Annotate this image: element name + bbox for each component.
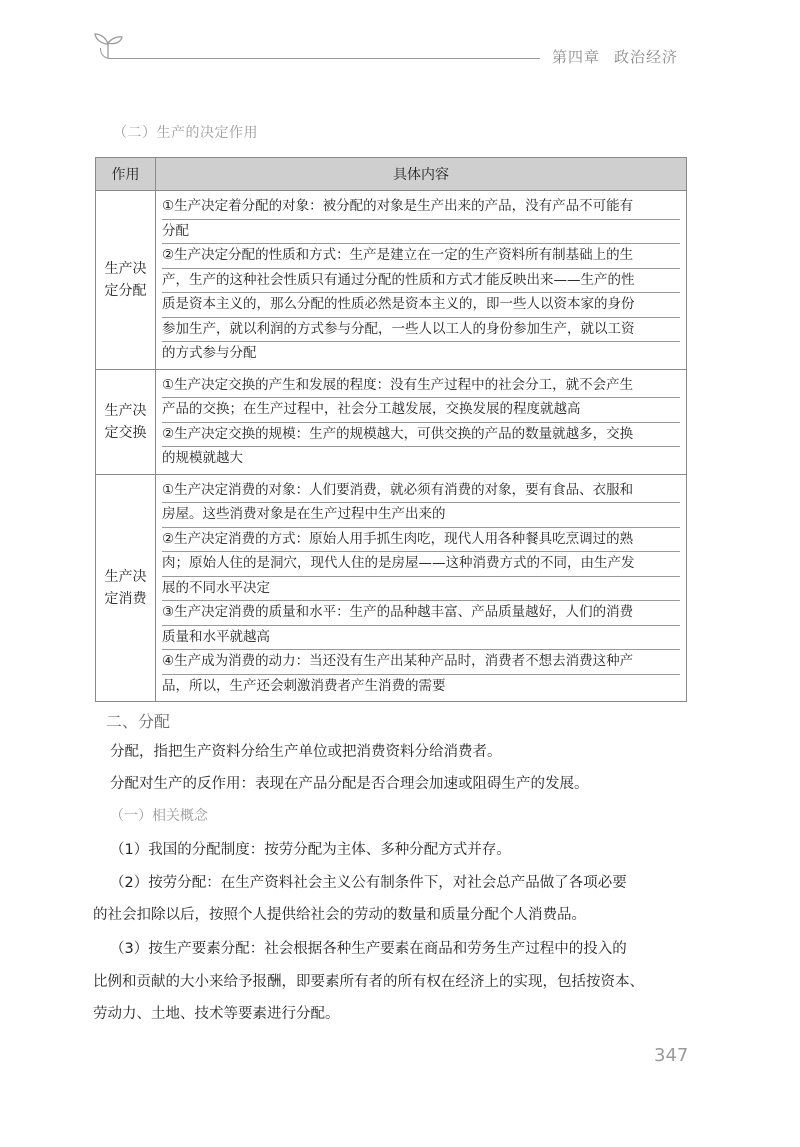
content-line: 分配 <box>162 220 680 245</box>
section-heading: 二、分配 <box>106 712 171 731</box>
production-role-table <box>95 157 687 702</box>
table-row <box>96 191 687 370</box>
role-text: 定交换 <box>104 424 147 441</box>
content-line: 的方式参与分配 <box>162 345 257 361</box>
chapter-label <box>552 46 678 67</box>
role-text: 定消费 <box>104 590 147 607</box>
role-text: 生产决 <box>104 260 147 277</box>
paragraph: 分配，指把生产资料分给生产单位或把消费资料分给消费者。 <box>110 744 502 760</box>
header-rule <box>110 58 540 59</box>
table-row <box>96 474 687 702</box>
table-header-row <box>96 158 687 191</box>
header-role: 作用 <box>96 158 156 191</box>
page-number: 347 <box>654 1045 689 1066</box>
content-line: 肉；原始人住的是洞穴，现代人住的是房屋——这种消费方式的不同，由生产发 <box>162 552 680 577</box>
paragraph: 劳动力、土地、技术等要素进行分配。 <box>93 1006 340 1022</box>
role-cell <box>96 191 156 370</box>
role-cell <box>96 369 156 474</box>
content-line: 参加生产，就以利润的方式参与分配，一些人以工人的身份参加生产，就以工资 <box>162 318 680 343</box>
sub-heading: （一）相关概念 <box>110 808 208 824</box>
content-line: 质量和水平就越高 <box>162 626 680 651</box>
chapter-title: 政治经济 <box>614 48 679 66</box>
chapter-number: 第四章 <box>552 48 601 66</box>
content-line: 质是资本主义的，那么分配的性质必然是资本主义的，即一些人以资本家的身份 <box>162 293 680 318</box>
content-line: ④生产成为消费的动力：当还没有生产出某种产品时，消费者不想去消费这种产 <box>162 650 680 675</box>
content-line: ②生产决定消费的方式：原始人用手抓生肉吃，现代人用各种餐具吃烹调过的熟 <box>162 528 680 553</box>
role-text: 生产决 <box>104 402 147 419</box>
content-line: 品，所以，生产还会刺激消费者产生消费的需要 <box>162 677 446 694</box>
content-cell <box>156 474 687 702</box>
content-cell <box>156 191 687 370</box>
role-text: 定分配 <box>104 282 147 299</box>
content-line: ①生产决定消费的对象：人们要消费，就必须有消费的对象，要有食品、衣服和 <box>162 479 680 504</box>
paragraph: 分配对生产的反作用：表现在产品分配是否合理会加速或阻碍生产的发展。 <box>110 776 589 792</box>
content-line: ①生产决定交换的产生和发展的程度：没有生产过程中的社会分工，就不会产生 <box>162 374 680 399</box>
paragraph: （3）按生产要素分配：社会根据各种生产要素在商品和劳务生产过程中的投入的 <box>110 941 627 957</box>
content-line: ②生产决定分配的性质和方式：生产是建立在一定的生产资料所有制基础上的生 <box>162 244 680 269</box>
paragraph: 比例和贡献的大小来给予报酬，即要素所有者的所有权在经济上的实现，包括按资本、 <box>93 974 644 990</box>
paragraph: 的社会扣除以后，按照个人提供给社会的劳动的数量和质量分配个人消费品。 <box>93 907 586 923</box>
page-header <box>0 0 800 90</box>
table-row <box>96 369 687 474</box>
content-line: 展的不同水平决定 <box>162 577 680 602</box>
role-text: 生产决 <box>104 568 147 585</box>
paragraph: （1）我国的分配制度：按劳分配为主体、多种分配方式并存。 <box>110 842 511 858</box>
content-line: ③生产决定消费的质量和水平：生产的品种越丰富、产品质量越好，人们的消费 <box>162 601 680 626</box>
content-cell <box>156 369 687 474</box>
section-subtitle: （二）生产的决定作用 <box>113 125 258 141</box>
content-line: ②生产决定交换的规模：生产的规模越大，可供交换的产品的数量就越多，交换 <box>162 423 680 448</box>
content-line: 房屋。这些消费对象是在生产过程中生产出来的 <box>162 503 680 528</box>
content-line: 的规模就越大 <box>162 450 243 466</box>
content-line: 产，生产的这种社会性质只有通过分配的性质和方式才能反映出来——生产的性 <box>162 269 680 294</box>
role-cell <box>96 474 156 702</box>
paragraph: （2）按劳分配：在生产资料社会主义公有制条件下，对社会总产品做了各项必要 <box>110 875 627 891</box>
content-line: 产品的交换；在生产过程中，社会分工越发展，交换发展的程度就越高 <box>162 398 680 423</box>
header-content: 具体内容 <box>156 158 687 191</box>
content-line: ①生产决定着分配的对象：被分配的对象是生产出来的产品，没有产品不可能有 <box>162 195 680 220</box>
